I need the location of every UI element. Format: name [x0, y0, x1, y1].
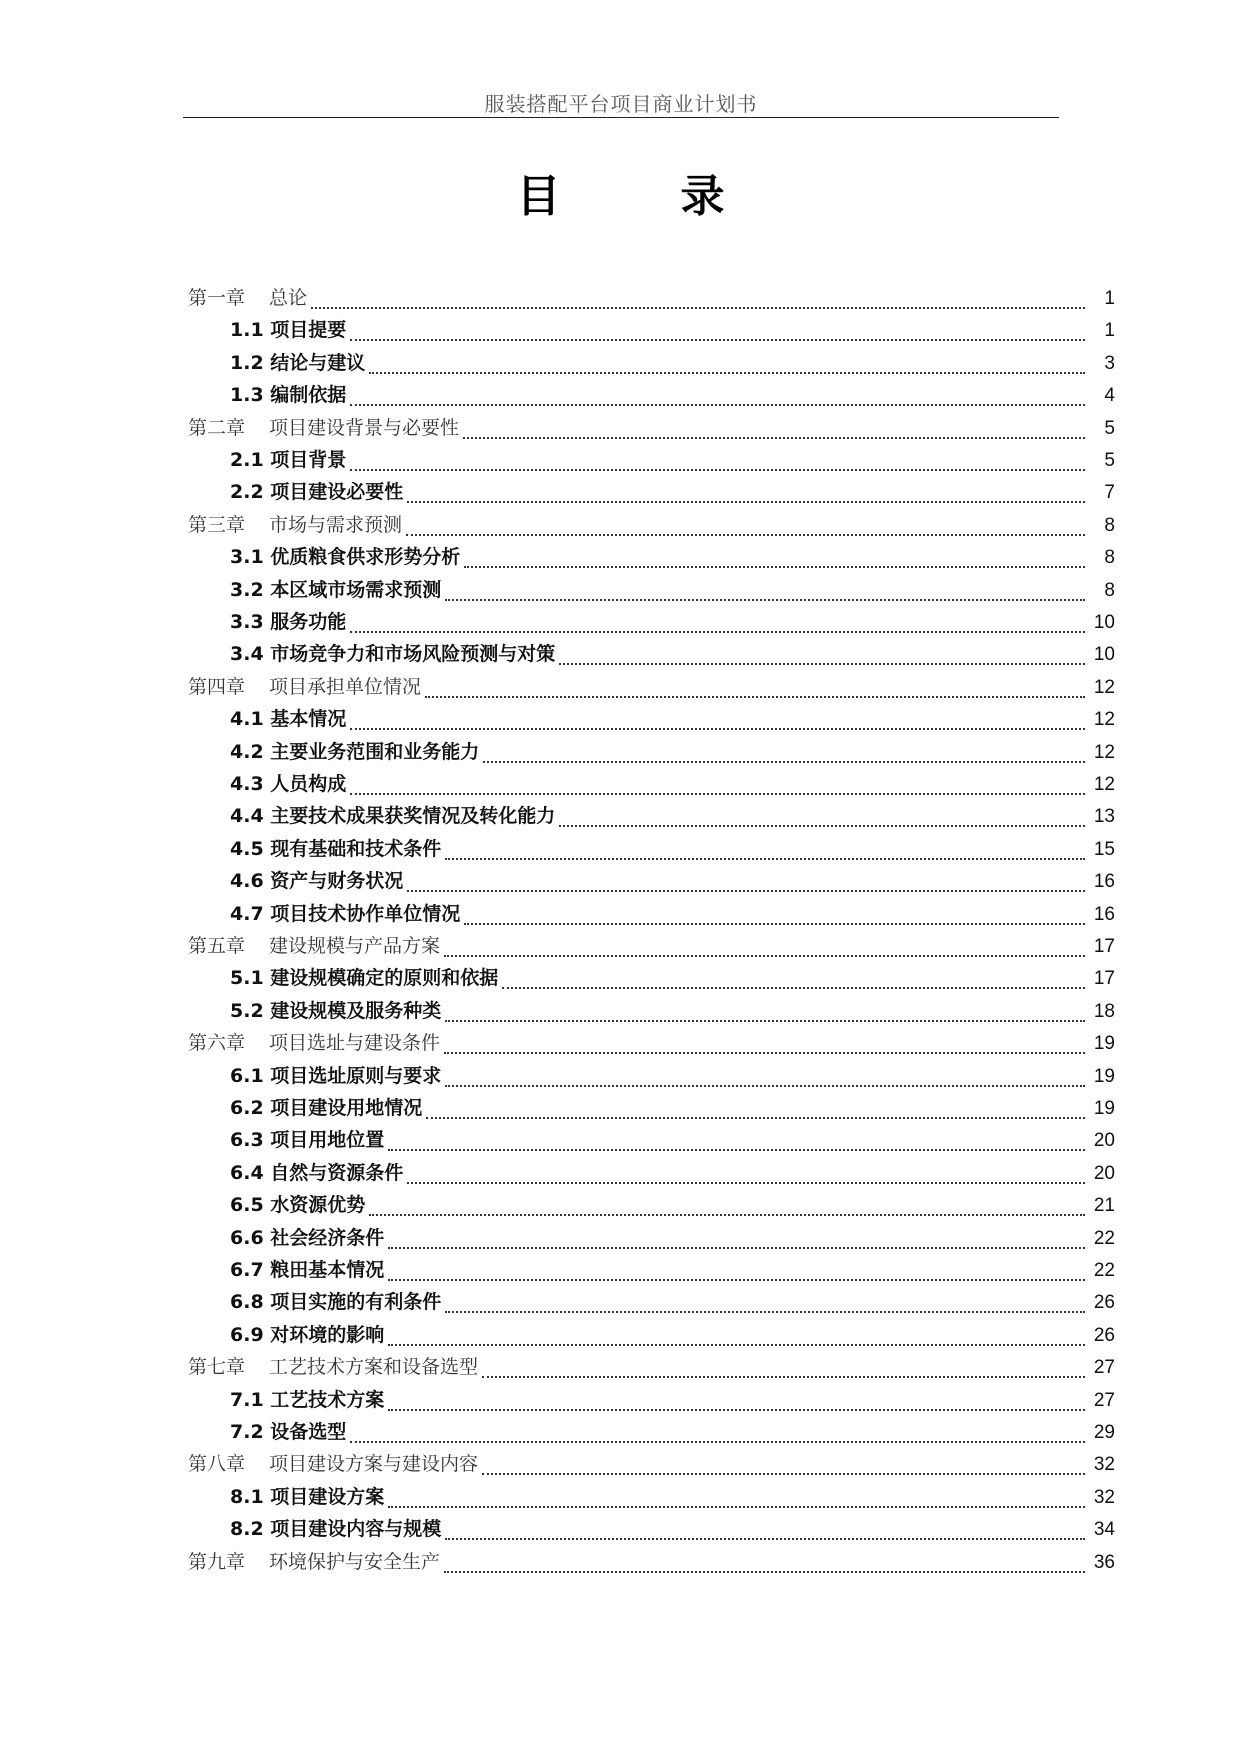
toc-page-number: 13	[1093, 806, 1115, 828]
toc-entry-label	[0, 1190, 369, 1217]
dot-leader	[464, 566, 1085, 568]
toc-section-entry[interactable]	[0, 769, 1241, 801]
toc-chapter-entry[interactable]	[0, 1352, 1241, 1384]
toc-chapter-entry[interactable]	[0, 413, 1241, 445]
toc-entry-label	[0, 1482, 388, 1509]
toc-page-number: 8	[1104, 514, 1115, 536]
dot-leader	[444, 1571, 1085, 1573]
toc-page-number: 12	[1093, 774, 1115, 795]
toc-chapter-entry[interactable]	[0, 1449, 1241, 1481]
toc-entry-text: 建设规模与产品方案	[269, 935, 441, 957]
toc-section-entry[interactable]	[0, 899, 1241, 931]
toc-entry-label	[0, 542, 464, 569]
toc-chapter-entry[interactable]	[0, 283, 1241, 315]
dot-leader	[444, 1052, 1085, 1054]
toc-entry-label	[0, 899, 464, 926]
dot-leader	[426, 1117, 1085, 1119]
toc-page-number: 8	[1104, 579, 1115, 601]
toc-entry-text: 项目技术协作单位情况	[270, 902, 461, 925]
dot-leader	[464, 923, 1085, 925]
toc-entry-text: 项目建设方案	[270, 1485, 385, 1508]
toc-section-entry[interactable]	[0, 866, 1241, 898]
toc-section-entry[interactable]	[0, 380, 1241, 412]
toc-entry-number: 第六章	[188, 1032, 246, 1055]
toc-entry-label	[0, 445, 350, 472]
toc-page-number: 26	[1093, 1324, 1115, 1346]
toc-entry-number: 4.5	[230, 837, 264, 860]
toc-page-number: 19	[1093, 1033, 1115, 1055]
toc-entry-number: 1.1	[230, 319, 264, 342]
toc-page-number: 12	[1093, 741, 1115, 763]
toc-chapter-entry[interactable]	[0, 931, 1241, 963]
toc-entry-label	[0, 1093, 426, 1120]
toc-entry-text: 设备选型	[270, 1421, 347, 1443]
toc-entry-number: 7.2	[230, 1421, 264, 1443]
toc-entry-text: 主要业务范围和业务能力	[270, 740, 480, 763]
dot-leader	[406, 534, 1085, 536]
toc-page-number: 17	[1093, 936, 1115, 957]
toc-entry-number: 4.1	[230, 708, 264, 731]
toc-entry-label	[0, 1028, 444, 1055]
toc-entry-label	[0, 801, 559, 828]
toc-entry-label	[0, 1255, 388, 1282]
page-title	[0, 160, 1241, 224]
toc-entry-text: 项目用地位置	[270, 1129, 385, 1152]
header-rule	[183, 117, 1059, 118]
toc-entry-text: 基本情况	[270, 708, 347, 731]
toc-entry-number: 5.2	[230, 999, 264, 1022]
toc-section-entry[interactable]	[0, 834, 1241, 866]
toc-chapter-entry[interactable]	[0, 510, 1241, 542]
toc-entry-text: 项目承担单位情况	[269, 675, 422, 698]
toc-entry-number: 第七章	[188, 1356, 246, 1379]
dot-leader	[425, 696, 1085, 698]
toc-section-entry[interactable]	[0, 542, 1241, 574]
toc-entry-number: 2.1	[230, 449, 264, 471]
toc-entry-label	[0, 380, 350, 407]
toc-entry-label	[0, 1385, 388, 1412]
toc-page-number: 3	[1104, 352, 1115, 374]
toc-page-number: 26	[1093, 1292, 1115, 1314]
toc-section-entry[interactable]	[0, 1093, 1241, 1125]
toc-entry-number: 3.2	[230, 578, 264, 601]
toc-entry-label	[0, 1352, 482, 1379]
toc-section-entry[interactable]	[0, 477, 1241, 509]
dot-leader	[350, 469, 1085, 471]
dot-leader	[502, 987, 1085, 989]
dot-leader	[463, 437, 1085, 439]
toc-entry-label	[0, 315, 350, 342]
toc-entry-text: 优质粮食供求形势分析	[270, 546, 461, 569]
toc-entry-label	[0, 639, 559, 666]
toc-entry-number: 第四章	[188, 675, 246, 698]
toc-section-entry[interactable]	[0, 1158, 1241, 1190]
dot-leader	[407, 501, 1085, 503]
dot-leader	[388, 1506, 1085, 1508]
toc-entry-label	[0, 1514, 445, 1541]
toc-section-entry[interactable]	[0, 607, 1241, 639]
toc-page-number: 36	[1093, 1551, 1115, 1573]
toc-entry-text: 项目建设背景与必要性	[269, 416, 460, 439]
toc-section-entry[interactable]	[0, 1255, 1241, 1287]
toc-entry-label	[0, 996, 445, 1023]
toc-entry-text: 本区域市场需求预测	[270, 578, 442, 601]
toc-page-number: 19	[1093, 1098, 1115, 1119]
toc-entry-text: 建设规模及服务种类	[270, 999, 442, 1022]
toc-page-number: 22	[1093, 1227, 1115, 1249]
toc-chapter-entry[interactable]	[0, 1547, 1241, 1579]
dot-leader	[445, 1311, 1085, 1313]
toc-entry-number: 4.7	[230, 902, 264, 925]
toc-entry-label	[0, 575, 445, 602]
toc-section-entry[interactable]	[0, 315, 1241, 347]
toc-entry-number: 4.6	[230, 870, 264, 893]
dot-leader	[407, 890, 1085, 892]
toc-page-number: 7	[1104, 482, 1115, 504]
toc-entry-text: 结论与建议	[270, 351, 366, 374]
toc-page-number: 10	[1093, 612, 1115, 633]
dot-leader	[388, 1149, 1085, 1151]
toc-page-number: 18	[1093, 1000, 1115, 1022]
toc-page-number: 1	[1104, 320, 1115, 342]
toc-entry-text: 项目建设内容与规模	[270, 1518, 442, 1541]
dot-leader	[388, 1247, 1085, 1249]
dot-leader	[350, 728, 1085, 730]
dot-leader	[369, 372, 1085, 374]
toc-entry-label	[0, 704, 350, 731]
toc-page-number: 17	[1093, 968, 1115, 990]
toc-entry-number: 第九章	[188, 1550, 246, 1573]
toc-entry-text: 项目选址原则与要求	[270, 1064, 442, 1087]
toc-entry-number: 3.4	[230, 643, 264, 666]
toc-entry-text: 对环境的影响	[270, 1323, 385, 1346]
dot-leader	[445, 858, 1085, 860]
toc-entry-label	[0, 1547, 444, 1574]
toc-entry-number: 6.3	[230, 1129, 264, 1152]
dot-leader	[445, 1020, 1085, 1022]
dot-leader	[482, 1473, 1085, 1475]
toc-entry-text: 项目提要	[270, 319, 347, 342]
toc-entry-text: 社会经济条件	[270, 1226, 385, 1249]
toc-entry-number: 6.5	[230, 1194, 264, 1217]
toc-page-number: 32	[1093, 1486, 1115, 1508]
toc-entry-text: 项目选址与建设条件	[269, 1032, 441, 1055]
toc-entry-text: 编制依据	[270, 384, 347, 407]
dot-leader	[388, 1409, 1085, 1411]
toc-page-number: 12	[1093, 676, 1115, 698]
toc-entry-text: 项目建设必要性	[270, 481, 404, 504]
toc-entry-number: 第三章	[188, 513, 246, 536]
toc-entry-text: 项目背景	[270, 449, 347, 471]
toc-entry-label	[0, 769, 350, 796]
toc-entry-number: 6.7	[230, 1259, 264, 1281]
dot-leader	[388, 1344, 1085, 1346]
toc-entry-number: 6.8	[230, 1291, 264, 1314]
toc-chapter-entry[interactable]	[0, 672, 1241, 704]
toc-entry-number: 第五章	[188, 935, 246, 957]
toc-page-number: 21	[1093, 1195, 1115, 1217]
toc-page-number: 8	[1104, 547, 1115, 569]
toc-entry-number: 6.4	[230, 1161, 264, 1184]
toc-entry-text: 项目建设用地情况	[270, 1097, 423, 1119]
toc-section-entry[interactable]	[0, 1482, 1241, 1514]
toc-entry-label	[0, 1125, 388, 1152]
toc-entry-text: 自然与资源条件	[270, 1161, 404, 1184]
dot-leader	[350, 339, 1085, 341]
toc-entry-label	[0, 963, 502, 990]
toc-page-number: 5	[1104, 450, 1115, 471]
toc-entry-label	[0, 866, 407, 893]
toc-page-number: 29	[1093, 1422, 1115, 1443]
toc-section-entry[interactable]	[0, 1385, 1241, 1417]
toc-entry-number: 4.2	[230, 740, 264, 763]
toc-entry-label	[0, 1449, 482, 1476]
dot-leader	[407, 1182, 1085, 1184]
toc-page-number: 5	[1104, 417, 1115, 439]
toc-section-entry[interactable]	[0, 639, 1241, 671]
toc-page-number: 20	[1093, 1130, 1115, 1152]
toc-entry-label	[0, 834, 445, 861]
dot-leader	[444, 955, 1085, 957]
toc-page-number: 15	[1093, 838, 1115, 860]
toc-section-entry[interactable]	[0, 801, 1241, 833]
toc-entry-text: 服务功能	[270, 611, 347, 633]
toc-page-number: 20	[1093, 1162, 1115, 1184]
toc-entry-text: 市场与需求预测	[269, 513, 403, 536]
toc-section-entry[interactable]	[0, 737, 1241, 769]
toc-entry-number: 8.1	[230, 1485, 264, 1508]
toc-section-entry[interactable]	[0, 575, 1241, 607]
toc-entry-label	[0, 510, 406, 537]
title-char-right: 录	[680, 171, 725, 222]
toc-entry-label	[0, 477, 407, 504]
toc-entry-text: 市场竞争力和市场风险预测与对策	[270, 643, 556, 666]
toc-entry-number: 6.2	[230, 1097, 264, 1119]
toc-page-number: 27	[1093, 1389, 1115, 1411]
toc-page-number: 32	[1093, 1454, 1115, 1476]
toc-entry-label	[0, 1223, 388, 1250]
toc-entry-label	[0, 1417, 350, 1444]
toc-section-entry[interactable]	[0, 1125, 1241, 1157]
dot-leader	[350, 631, 1085, 633]
toc-page-number: 34	[1093, 1519, 1115, 1541]
toc-entry-text: 现有基础和技术条件	[270, 837, 442, 860]
toc-entry-label	[0, 1158, 407, 1185]
toc-entry-text: 环境保护与安全生产	[269, 1550, 441, 1573]
running-header: 服装搭配平台项目商业计划书	[484, 92, 758, 116]
toc-entry-number: 第一章	[188, 287, 246, 309]
toc-entry-number: 3.1	[230, 546, 264, 569]
toc-entry-label	[0, 931, 444, 958]
toc-section-entry[interactable]	[0, 1287, 1241, 1319]
toc-entry-number: 6.6	[230, 1226, 264, 1249]
dot-leader	[483, 761, 1085, 763]
toc-entry-text: 项目实施的有利条件	[270, 1291, 442, 1314]
toc-page-number: 19	[1093, 1065, 1115, 1087]
toc-section-entry[interactable]	[0, 1223, 1241, 1255]
toc-entry-label	[0, 1320, 388, 1347]
dot-leader	[482, 1376, 1085, 1378]
toc-page-number: 16	[1093, 903, 1115, 925]
toc-page-number: 27	[1093, 1357, 1115, 1379]
toc-entry-label	[0, 737, 483, 764]
dot-leader	[350, 793, 1085, 795]
title-char-left: 目	[516, 171, 561, 222]
toc-chapter-entry[interactable]	[0, 1028, 1241, 1060]
dot-leader	[445, 1538, 1085, 1540]
toc-entry-text: 工艺技术方案	[270, 1388, 385, 1411]
toc-entry-label	[0, 1287, 445, 1314]
dot-leader	[559, 663, 1085, 665]
toc-entry-label	[0, 283, 311, 310]
toc-entry-text: 资产与财务状况	[270, 870, 404, 893]
toc-section-entry[interactable]	[0, 1190, 1241, 1222]
toc-entry-text: 主要技术成果获奖情况及转化能力	[270, 805, 556, 828]
toc-section-entry[interactable]	[0, 1320, 1241, 1352]
toc-section-entry[interactable]	[0, 963, 1241, 995]
toc-entry-text: 建设规模确定的原则和依据	[270, 967, 499, 990]
toc-section-entry[interactable]	[0, 1514, 1241, 1546]
dot-leader	[445, 1085, 1085, 1087]
toc-section-entry[interactable]	[0, 1417, 1241, 1449]
toc-entry-number: 第二章	[188, 416, 246, 439]
toc-entry-number: 第八章	[188, 1453, 246, 1476]
toc-entry-text: 水资源优势	[270, 1194, 366, 1217]
toc-entry-text: 项目建设方案与建设内容	[269, 1453, 479, 1476]
toc-entry-text: 工艺技术方案和设备选型	[269, 1356, 479, 1379]
toc-page-number: 10	[1093, 644, 1115, 666]
toc-page-number: 12	[1093, 709, 1115, 731]
toc-section-entry[interactable]	[0, 1061, 1241, 1093]
toc-entry-number: 7.1	[230, 1388, 264, 1411]
toc-entry-number: 4.4	[230, 805, 264, 828]
dot-leader	[388, 1279, 1085, 1281]
toc-page-number: 16	[1093, 871, 1115, 893]
toc-entry-number: 6.1	[230, 1064, 264, 1087]
toc-entry-number: 8.2	[230, 1518, 264, 1541]
dot-leader	[369, 1214, 1085, 1216]
toc-section-entry[interactable]	[0, 348, 1241, 380]
toc-entry-number: 4.3	[230, 773, 264, 795]
toc-entry-text: 总论	[269, 287, 308, 309]
dot-leader	[350, 1441, 1085, 1443]
toc-section-entry[interactable]	[0, 704, 1241, 736]
toc-entry-number: 3.3	[230, 611, 264, 633]
toc-entry-number: 1.3	[230, 384, 264, 407]
toc-entry-number: 1.2	[230, 351, 264, 374]
toc-entry-number: 2.2	[230, 481, 264, 504]
dot-leader	[350, 404, 1085, 406]
toc-entry-number: 5.1	[230, 967, 264, 990]
dot-leader	[311, 307, 1085, 309]
toc-section-entry[interactable]	[0, 996, 1241, 1028]
toc-entry-label	[0, 348, 369, 375]
toc-entry-number: 6.9	[230, 1323, 264, 1346]
toc-page-number: 22	[1093, 1260, 1115, 1281]
toc-entry-label	[0, 1061, 445, 1088]
dot-leader	[445, 599, 1085, 601]
dot-leader	[559, 825, 1085, 827]
toc-entry-text: 人员构成	[270, 773, 347, 795]
toc-page-number: 1	[1104, 288, 1115, 309]
toc-section-entry[interactable]	[0, 445, 1241, 477]
toc-entry-label	[0, 413, 463, 440]
toc-entry-label	[0, 672, 425, 699]
toc-entry-text: 粮田基本情况	[270, 1259, 385, 1281]
toc-entry-label	[0, 607, 350, 634]
toc-page-number: 4	[1104, 385, 1115, 407]
